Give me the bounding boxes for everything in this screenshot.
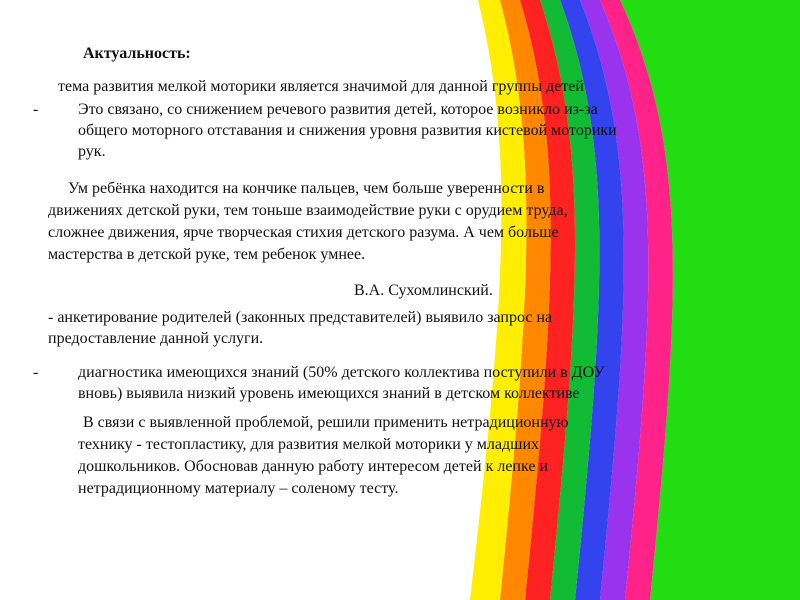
conclusion-line2: технику - тестопластику, для развития мелкой моторики у младших	[78, 436, 540, 453]
intro-line: тема развития мелкой моторики является значимой для данной группы детей	[58, 78, 584, 95]
bullet1-line2: общего моторного отставания и снижения уровня развития кистевой моторики	[78, 122, 617, 139]
quote-line1: Ум ребёнка находится на кончике пальцев, чем больше уверенности в	[68, 180, 545, 197]
bullet-marker-2: -	[33, 364, 39, 381]
bullet2-line1: диагностика имеющихся знаний (50% детского коллектива поступили в ДОУ	[78, 364, 605, 381]
conclusion-line1: В связи с выявленной проблемой, решили применить нетрадиционную	[83, 414, 569, 431]
quote-author: В.А. Сухомлинский.	[354, 282, 493, 299]
quote-line2: движениях детской руки, тем тоньше взаимодействие руки с орудием труда,	[48, 202, 568, 219]
bullet1-line3: рук.	[78, 143, 106, 160]
survey-line2: предоставление данной услуги.	[48, 330, 264, 347]
bullet-marker: -	[33, 101, 39, 118]
bullet1-line1: Это связано, со снижением речевого развития детей, которое возникло из-за	[78, 101, 598, 118]
heading: Актуальность:	[83, 45, 191, 62]
conclusion-line3: дошкольников. Обосновав данную работу интересом детей к лепке и	[78, 458, 549, 475]
quote-line3: сложнее движения, ярче творческая стихия детского разума. А чем больше	[48, 224, 559, 241]
quote-line4: мастерства в детской руке, тем ребенок умнее.	[48, 246, 366, 263]
bullet2-line2: вновь) выявила низкий уровень имеющихся знаний в детском коллективе	[78, 385, 580, 402]
conclusion-line4: нетрадиционному материалу – соленому тесту.	[78, 480, 399, 497]
survey-line1: - анкетирование родителей (законных представителей) выявило запрос на	[48, 309, 553, 326]
